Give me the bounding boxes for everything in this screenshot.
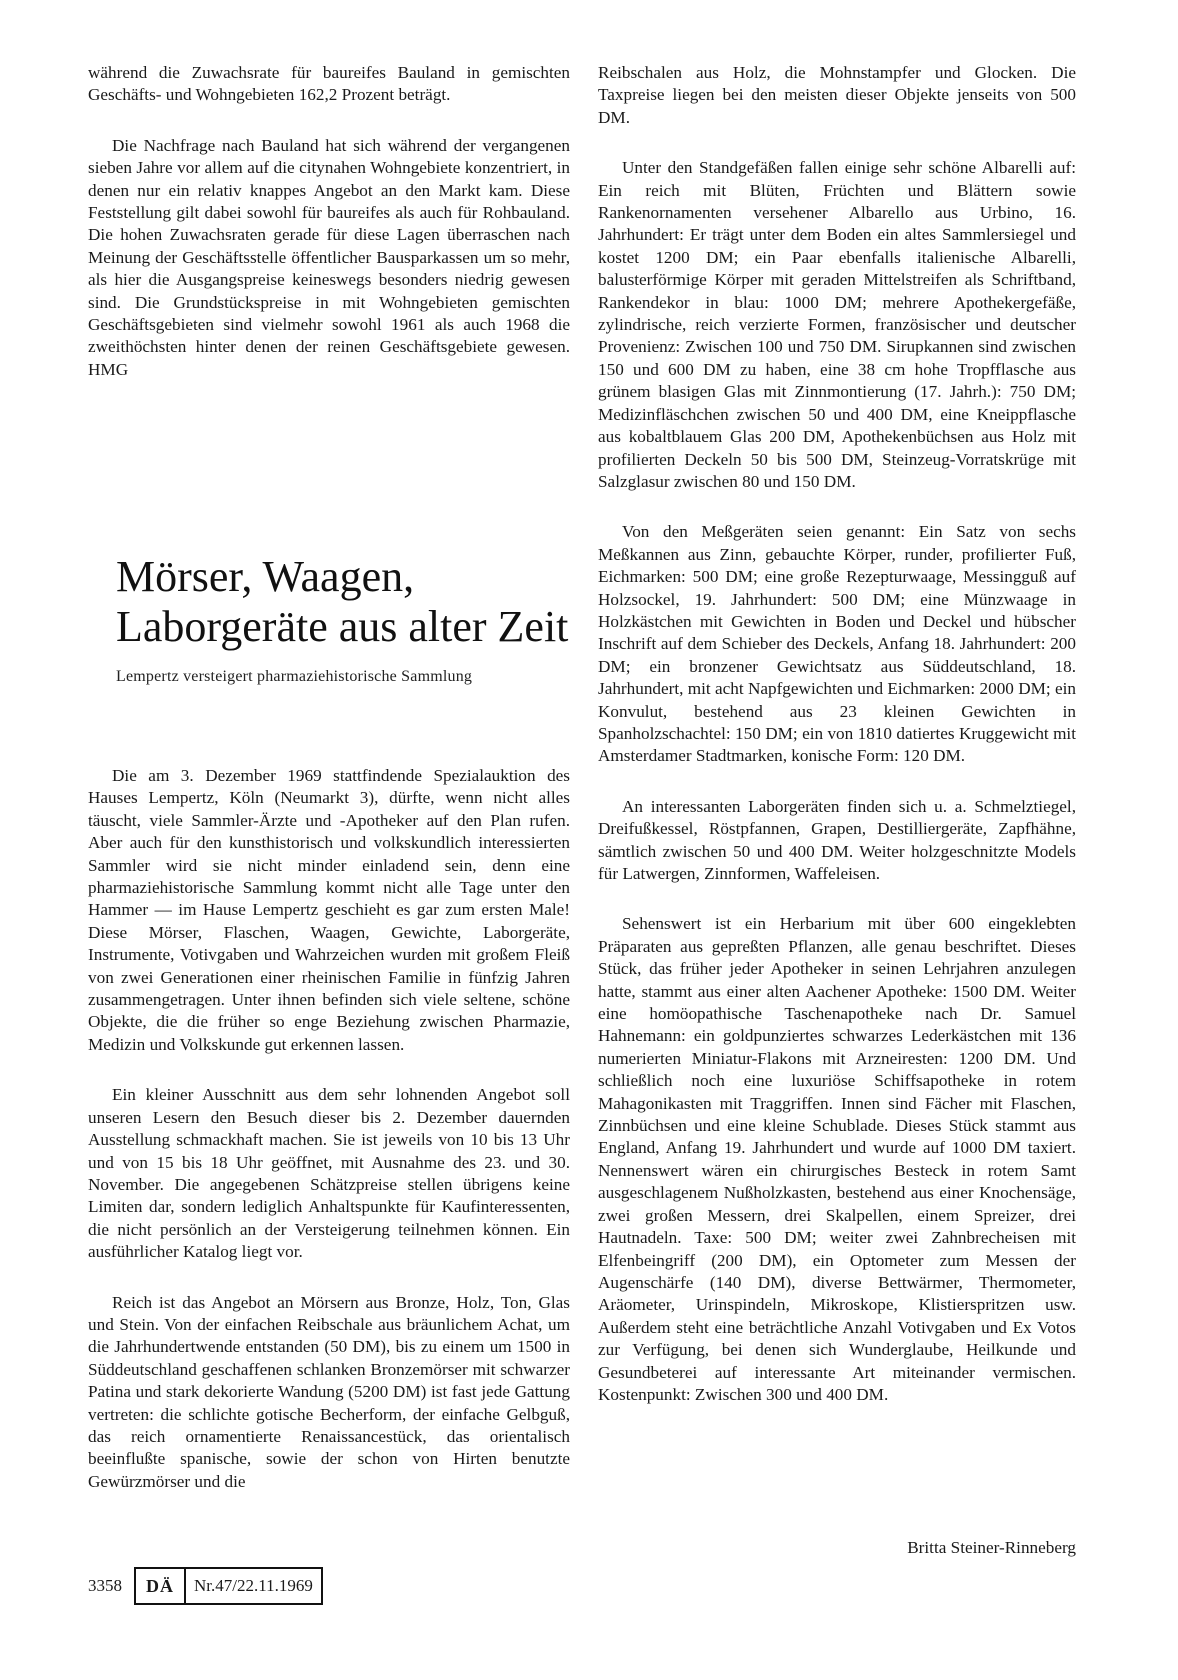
article-author: Britta Steiner-Rinneberg xyxy=(907,1538,1076,1557)
paragraph: Reich ist das Angebot an Mörsern aus Bronze, Holz, Ton, Glas und Stein. Von der einfachen Reibschale aus bräunlichem Achat, um die Jahrhundertwende entstanden (50 DM), bis zu einem um 1500 in Süddeutschland geschaffenen schlanken Bronzemörser mit schwarzer Patina und stark dekorierte Wandung (5200 DM) ist fast jede Gattung vertreten: die schlichte gotische Becherform, der einfache Gelbguß, das reich ornamentierte Renaissancestück, das orientalisch beeinflußte spanische, sowie der schon von Hirten benutzte Gewürzmörser und die xyxy=(88,1292,570,1491)
paragraph: Die am 3. Dezember 1969 stattfindende Spezialauktion des Hauses Lempertz, Köln (Neumarkt 3), dürfte, wenn nicht alles täuscht, viele Sammler-Ärzte und -Apotheker auf den Plan rufen. Aber auch für den kunsthistorisch und volkskundlich interessierten Sammler wird sie nicht minder einladend sein, denn eine pharmaziehistorische Sammlung kommt nicht alle Tage unter den Hammer — im Hause Lempertz geschieht es gar zum ersten Male! Diese Mörser, Flaschen, Waagen, Gewichte, Laborgeräte, Instrumente, Votivgaben und Wahrzeichen wurden mit großem Fleiß von zwei Generationen einer rheinischen Familie in fünfzig Jahren zusammengetragen. Unter ihnen befinden sich viele seltene, schöne Objekte, die die früher so enge Beziehung zwischen Pharmazie, Medizin und Volkskunde gut erkennen lassen. xyxy=(88,766,570,1054)
paragraph: Reibschalen aus Holz, die Mohnstampfer und Glocken. Die Taxpreise liegen bei den meisten dieser Objekte jenseits von 500 DM. xyxy=(598,63,1076,127)
article-body-left xyxy=(88,765,570,1521)
paragraph: Von den Meßgeräten seien genannt: Ein Satz von sechs Meßkannen aus Zinn, gebauchte Körper, runder, profilierter Fuß, Eichmarken: 500 DM; eine große Rezepturwaage, Messingguß auf Holzsockel, 19. Jahrhundert: 500 DM; eine Münzwaage in Holzkästchen mit Gewichten in Boden und Deckel und hübscher Inschrift auf dem Schieber des Deckels, Anfang 18. Jahrhundert: 200 DM; ein bronzener Gewichtsatz aus Süddeutschland, 18. Jahrhundert, mit acht Napfgewichten und Eichmarken: 2000 DM; ein Konvulut, bestehend aus 23 kleinen Gewichten in Spanholzschachtel: 150 DM; ein von 1810 datiertes Kruggewicht mit Amsterdamer Stadtmarken, konische Form: 120 DM. xyxy=(598,522,1076,766)
article-body-right xyxy=(598,62,1076,1434)
page-number: 3358 xyxy=(88,1576,122,1595)
article-headline: Mörser, Waagen, Laborgeräte aus alter Zeit xyxy=(116,552,569,651)
page-footer xyxy=(88,1567,323,1605)
journal-masthead xyxy=(134,1567,323,1605)
issue-label: Nr.47/22.11.1969 xyxy=(194,1576,313,1595)
previous-article-tail xyxy=(88,62,570,409)
paragraph: Sehenswert ist ein Herbarium mit über 600 eingeklebten Präparaten aus gepreßten Pflanzen, alle genau beschriftet. Dieses Stück, das früher jeder Apotheker in seinen Lehrjahren anzulegen hatte, stammt aus einer alten Aachener Apotheke: 1500 DM. Weiter eine homöopathische Taschenapotheke nach Dr. Samuel Hahnemann: ein goldpunziertes schwarzes Lederkästchen mit 136 numerierten Miniatur-Flakons mit Arzneiresten: 1200 DM. Und schließlich noch eine luxuriöse Schiffsapotheke in rotem Mahagonikasten mit Traggriffen. Innen sind Fächer mit Flaschen, Zinnbüchsen und eine kleine Schublade. Dieses Stück stammt aus England, Anfang 19. Jahrhundert und wurde auf 1000 DM taxiert. Nennenswert wären ein chirurgisches Besteck in rotem Samt ausgeschlagenem Nußholzkasten, bestehend aus einer Knochensäge, zwei großen Messern, drei Skalpellen, einem Spreizer, drei Hautnadeln. Taxe: 500 DM; weiter zwei Zahnbrecheisen mit Elfenbeingriff (200 DM), ein Optometer zum Messen der Augenschärfe (140 DM), diverse Bettwärmer, Thermometer, Aräometer, Urinspindeln, Mikroskope, Klistierspritzen usw. Außerdem steht eine beträchtliche Anzahl Votivgaben und Ex Votos zur Verfügung, bei denen sich Wunderglaube, Heilkunde und Gesundbeterei auf interessante Art miteinander vermischen. Kostenpunkt: Zwischen 300 und 400 DM. xyxy=(598,914,1076,1404)
paragraph: Ein kleiner Ausschnitt aus dem sehr lohnenden Angebot soll unseren Lesern den Besuch dieser bis 2. Dezember dauernden Ausstellung schmackhaft machen. Sie ist jeweils von 10 bis 13 Uhr und von 15 bis 18 Uhr geöffnet, mit Ausnahme des 23. und 30. November. Die angegebenen Schätzpreise stellen übrigens keine Limiten dar, sondern lediglich Anhaltspunkte für Kaufinteressenten, die nicht persönlich an der Versteigerung teilnehmen können. Ein ausführlicher Katalog liegt vor. xyxy=(88,1085,570,1262)
journal-logo: DÄ xyxy=(136,1569,186,1603)
paragraph: An interessanten Laborgeräten finden sich u. a. Schmelztiegel, Dreifußkessel, Röstpfannen, Grapen, Destilliergeräte, Zapfhähne, sämtlich zwischen 50 und 400 DM. Weiter holzgeschnitzte Models für Latwergen, Zinnformen, Waffeleisen. xyxy=(598,796,1076,883)
paragraph: während die Zuwachsrate für baureifes Bauland in gemischten Geschäfts- und Wohngebieten 162,2 Prozent beträgt. xyxy=(88,63,570,105)
article-subheadline: Lempertz versteigert pharmaziehistorische Sammlung xyxy=(116,668,473,685)
paragraph: Unter den Standgefäßen fallen einige sehr schöne Albarelli auf: Ein reich mit Blüten, Früchten und Blättern sowie Rankenornamenten versehener Albarello aus Urbino, 16. Jahrhundert: Er trägt unter dem Boden ein altes Sammlersiegel und kostet 1200 DM; ein Paar ebenfalls italienische Albarelli, balusterförmige Körper mit geraden Mittelstreifen als Schriftband, Rankendekor in blau: 1000 DM; mehrere Apothekergefäße, zylindrische, reich verzierte Formen, französischer und deutscher Provenienz: Zwischen 100 und 750 DM. Sirupkannen sind zwischen 150 und 600 DM zu haben, eine 38 cm hohe Tropfflasche aus grünem blasigen Glas mit Zinnmontierung (17. Jahrh.): 750 DM; Medizinfläschchen zwischen 50 und 400 DM, eine Kneippflasche aus kobaltblauem Glas 200 DM, Apothekenbüchsen aus Holz mit profilierten Deckeln 50 bis 500 DM, Steinzeug-Vorratskrüge mit Salzglasur zwischen 80 und 150 DM. xyxy=(598,158,1076,491)
paragraph: Die Nachfrage nach Bauland hat sich während der vergangenen sieben Jahre vor allem auf die citynahen Wohngebiete konzentriert, in denen nur ein relativ knappes Angebot an den Markt kam. Diese Feststellung gilt dabei sowohl für baureifes als auch für Rohbauland. Die hohen Zuwachsraten gerade für diese Lagen überraschen nach Meinung der Geschäftsstelle öffentlicher Bausparkassen um so mehr, als hier die Ausgangspreise keineswegs besonders niedrig gewesen sind. Die Grundstückspreise in mit Wohngebieten gemischten Geschäftsgebieten sind vielmehr sowohl 1961 als auch 1968 die zweithöchsten hinter denen der reinen Geschäftsgebiete gewesen. HMG xyxy=(88,135,570,379)
